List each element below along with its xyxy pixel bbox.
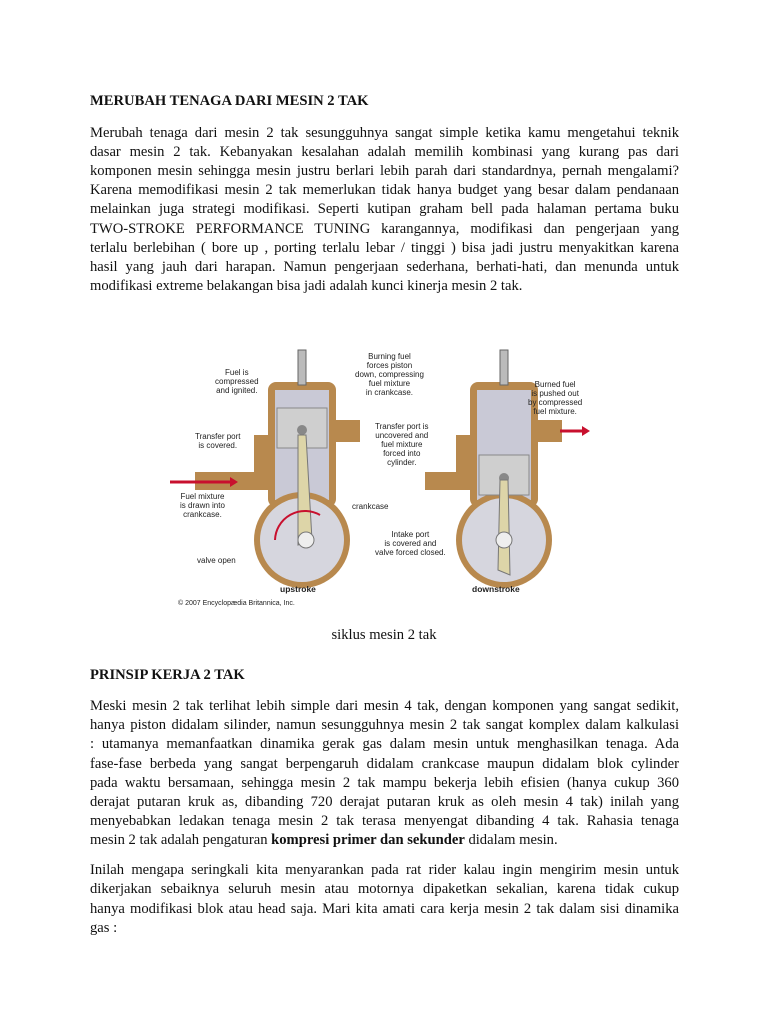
- figure-caption: siklus mesin 2 tak: [331, 627, 437, 643]
- label-transfer-covered: Transfer port is covered.: [195, 432, 241, 450]
- paragraph-line: : utamanya memanfaatkan dinamika gerak gas dalam mesin untuk menghasilkan tenaga. Ada: [90, 736, 679, 753]
- document-title: MERUBAH TENAGA DARI MESIN 2 TAK: [90, 93, 369, 109]
- label-crankcase: crankcase: [352, 502, 389, 511]
- label-upstroke: upstroke: [280, 584, 316, 594]
- paragraph-line: TWO-STROKE PERFORMANCE TUNING karangannya, modifikasi dan pengerjaan yang: [90, 220, 679, 237]
- paragraph-line: Merubah tenaga dari mesin 2 tak sesungguhnya sangat simple ketika kamu mengetahui teknik: [90, 125, 679, 141]
- paragraph-line: dasar mesin 2 tak. Kebanyakan kesalahan adalah memilih kombinasi yang kurang pas dari: [90, 144, 679, 161]
- paragraph-line: Meski mesin 2 tak terlihat lebih simple dari mesin 4 tak, dengan komponen yang sangat sedikit,: [90, 698, 679, 714]
- text-segment: mesin 2 tak adalah pengaturan: [90, 832, 272, 848]
- label-intake-covered: Intake port is covered and valve forced closed.: [375, 530, 446, 557]
- label-fuel-compressed: Fuel is compressed and ignited.: [215, 368, 259, 395]
- paragraph-line: dikerjakan sebaiknya seluruh mesin atau motornya dipaketkan sekalian, karena tidak cukup: [90, 881, 679, 898]
- paragraph-line: hasil yang jauh dari harapan. Namun pengerjaan sederhana, berhati-hati, dan menunda untuk: [90, 258, 679, 275]
- text-segment: didalam mesin.: [464, 832, 558, 848]
- paragraph-line: Karena memodifikasi mesin 2 tak memerlukan tidak hanya budget yang besar dalam pendanaan: [90, 182, 679, 199]
- label-burning-fuel: Burning fuel forces piston down, compressing fuel mixture in crankcase.: [355, 352, 424, 397]
- label-burned-fuel: Burned fuel is pushed out by compressed fuel mixture.: [528, 380, 583, 416]
- paragraph-line: gas :: [90, 919, 118, 936]
- paragraph-line: pada waktu bersamaan, sehingga mesin 2 tak mampu bekerja lebih efisien (hanya cukup 360: [90, 774, 679, 791]
- paragraph-line: Inilah mengapa seringkali kita menyarankan pada rat rider kalau ingin mengirim mesin untuk: [90, 862, 679, 878]
- section-heading: PRINSIP KERJA 2 TAK: [90, 667, 245, 683]
- paragraph-line: komponen mesin sehingga mesin justru berlari lebih parah dari standardnya, pernah mengalami?: [90, 163, 679, 180]
- paragraph-line: modifikasi extreme belakangan bisa jadi adalah kunci kinerja mesin 2 tak.: [90, 277, 523, 294]
- paragraph-line: menyebabkan ledakan tenaga mesin 2 tak terasa menyengat dibanding 4 tak. Rahasia tenaga: [90, 813, 679, 830]
- upstroke-engine: [170, 350, 360, 588]
- paragraph-line: melainkan juga strategi modifikasi. Seperti kutipan graham bell pada halaman pertama buku: [90, 201, 679, 218]
- paragraph-line-last: [90, 831, 679, 850]
- bold-text: kompresi primer dan sekunder: [271, 832, 465, 848]
- label-downstroke: downstroke: [472, 584, 520, 594]
- paragraph-line: derajat putaran kruk as, dibanding 720 derajat putaran kruk as oleh mesin 4 tak) inilah yang: [90, 794, 679, 810]
- paragraph-line: terlalu berlebihan ( bore up , porting terlalu lebar / tinggi ) bisa jadi justru menyakitkan karena: [90, 239, 679, 256]
- two-stroke-diagram: [170, 340, 600, 610]
- paragraph-line: hanya modifikasi blok atau head saja. Mari kita amati cara kerja mesin 2 tak dalam sisi dinamika: [90, 900, 679, 917]
- label-fuel-mixture-drawn: Fuel mixture is drawn into crankcase.: [180, 492, 225, 519]
- paragraph-line: hanya piston didalam silinder, namun sesungguhnya mesin 2 tak sangat komplex dalam kalkulasi: [90, 717, 679, 734]
- label-valve-open: valve open: [197, 556, 236, 565]
- paragraph-line: fase-fase berbeda yang sangat berpengaruh didalam crankcase maupun didalam blok cylinder: [90, 755, 679, 772]
- copyright-text: © 2007 Encyclopædia Britannica, Inc.: [178, 600, 295, 607]
- label-transfer-uncovered: Transfer port is uncovered and fuel mixture forced into cylinder.: [375, 422, 429, 467]
